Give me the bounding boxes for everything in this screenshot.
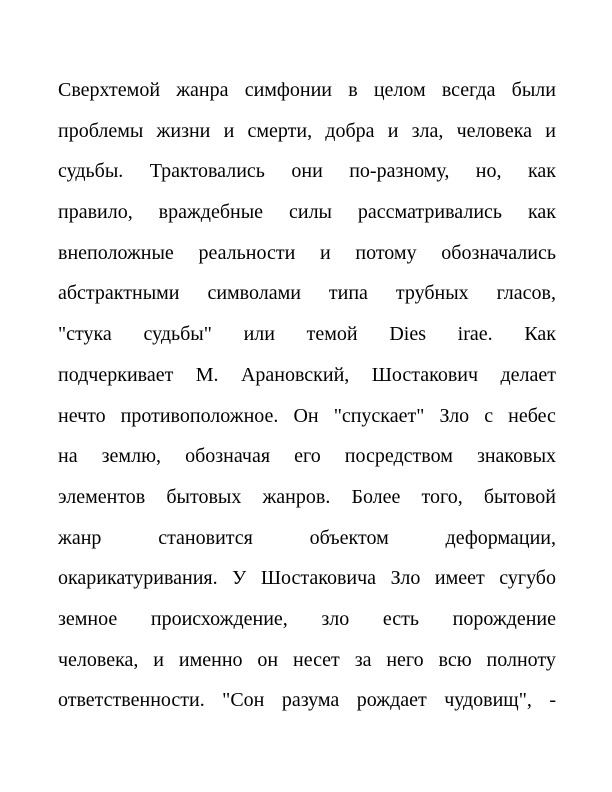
text-line [58, 396, 556, 437]
word: темой [306, 323, 358, 346]
word: небес [508, 404, 556, 427]
word: разума [281, 689, 340, 712]
word: и [153, 648, 164, 671]
word: были [511, 79, 556, 101]
word: "спускает" [333, 404, 425, 427]
word: деформации, [445, 526, 556, 549]
word: симфонии [244, 79, 332, 101]
word: У [232, 567, 247, 590]
text-line [58, 111, 556, 152]
word: Более [351, 485, 401, 508]
text-line [58, 233, 556, 274]
word: есть [382, 607, 420, 630]
text-line [58, 192, 556, 233]
word: зла, [411, 119, 444, 142]
text-line [58, 314, 556, 355]
word: него [386, 648, 424, 671]
text-line [58, 640, 556, 681]
word: человека [456, 119, 533, 142]
text-line [58, 599, 556, 640]
word: посредством [344, 445, 453, 468]
body-text [58, 70, 556, 721]
word: "Сон [222, 689, 265, 712]
word: объектом [309, 526, 389, 549]
word: сугубо [499, 567, 556, 590]
word: символами [207, 282, 301, 305]
word: порождение [452, 607, 556, 630]
word: гласов, [496, 282, 556, 305]
word: зло [321, 607, 350, 630]
word: Трактовались [149, 160, 265, 183]
word: окарикатуривания. [58, 567, 218, 590]
word: противоположное. [120, 404, 279, 427]
text-line [58, 477, 556, 518]
word: Шостакович [371, 363, 479, 386]
word: имеет [434, 567, 485, 590]
text-line [58, 558, 556, 599]
word: и [545, 119, 556, 142]
word: обозначались [441, 241, 556, 264]
text-line [58, 273, 556, 314]
text-line [58, 436, 556, 477]
word: именно [178, 648, 243, 671]
word: в [348, 79, 358, 101]
word: и [319, 241, 331, 264]
word: всегда [441, 79, 496, 101]
word: рождает [356, 689, 427, 712]
word: на [58, 445, 78, 468]
word: полноту [486, 648, 556, 671]
word: жанр [58, 526, 102, 549]
word: знаковых [476, 445, 556, 468]
word: внеположные [58, 241, 174, 264]
word: жизни [156, 119, 211, 142]
word: правило, [58, 201, 133, 224]
word: целом [373, 79, 426, 101]
word: добра [325, 119, 375, 142]
word: irae. [457, 323, 493, 346]
word: жанра [176, 79, 229, 101]
word: он [257, 648, 279, 671]
word: его [294, 445, 321, 468]
word: земное [58, 607, 118, 630]
word: судьбы. [58, 160, 124, 183]
word: Арановский, [240, 363, 350, 386]
word: нечто [58, 404, 106, 427]
word: трубных [395, 282, 469, 305]
text-line [58, 680, 556, 721]
word: Зло [439, 404, 470, 427]
word: и [387, 119, 399, 142]
word: но, [475, 160, 502, 183]
word: Сверхтемой [58, 79, 161, 101]
text-line [58, 518, 556, 559]
word: силы [288, 201, 332, 224]
word: подчеркивает [58, 363, 174, 386]
word: Dies [389, 323, 426, 346]
word: делает [500, 363, 556, 386]
word: бытовой [483, 485, 556, 508]
word: или [243, 323, 275, 346]
word: элементов [58, 485, 146, 508]
word: потому [355, 241, 417, 264]
text-line [58, 355, 556, 396]
word: чудовищ", [444, 689, 532, 712]
word: того, [421, 485, 463, 508]
word: враждебные [158, 201, 264, 224]
word: становится [158, 526, 253, 549]
word: как [527, 201, 556, 224]
word: Как [524, 323, 556, 346]
word: жанров. [262, 485, 331, 508]
word: ответственности. [58, 689, 205, 712]
text-line [58, 151, 556, 192]
word: обозначая [185, 445, 271, 468]
word: несет [292, 648, 340, 671]
word: землю, [101, 445, 162, 468]
word: судьбы" [143, 323, 212, 346]
word: Шостаковича [260, 567, 377, 590]
word: проблемы [58, 119, 144, 142]
word: Зло [390, 567, 421, 590]
word: М. [195, 363, 219, 386]
word: с [484, 404, 494, 427]
word: всю [438, 648, 472, 671]
word: типа [328, 282, 368, 305]
word: бытовых [166, 485, 242, 508]
word: человека, [58, 648, 139, 671]
text-line [58, 70, 556, 111]
word: Он [293, 404, 319, 427]
word: как [527, 160, 556, 183]
word: происхождение, [150, 607, 288, 630]
word: рассматривались [357, 201, 503, 224]
word: абстрактными [58, 282, 180, 305]
word: они [291, 160, 323, 183]
word: по-разному, [349, 160, 450, 183]
word: смерти, [247, 119, 313, 142]
word: за [354, 648, 372, 671]
word: реальности [198, 241, 296, 264]
word: "стука [58, 323, 112, 346]
word: и [223, 119, 235, 142]
word: - [549, 689, 556, 712]
